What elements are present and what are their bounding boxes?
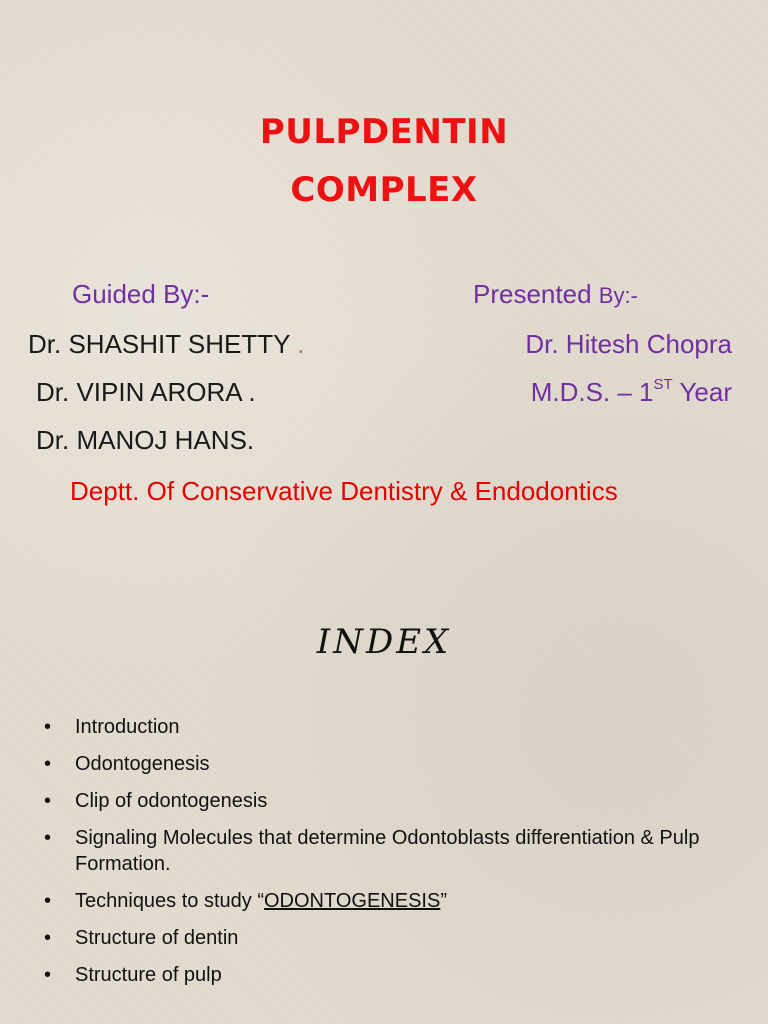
presenter-name: Dr. Hitesh Chopra [525,329,732,359]
list-item-text: Clip of odontogenesis [75,790,268,812]
list-item [44,962,744,988]
presented-by-small: By:- [598,283,638,308]
presenter-degree-sup: ST [653,376,673,393]
presenter-degree-suffix: Year [672,377,732,407]
list-item-text: Introduction [75,716,180,738]
guided-by-heading: Guided By:- [72,279,210,309]
bullet: • [44,753,52,775]
presenter-degree-prefix: M.D.S. – 1 [530,377,654,407]
bullet: • [44,827,52,849]
list-item-text: Odontogenesis [75,753,210,775]
odontogenesis-underlined: ODONTOGENESIS [264,890,441,912]
index-title: INDEX [316,622,452,662]
bullet: • [44,927,52,949]
list-item [44,825,744,877]
guide-name-1-text: Dr. SHASHIT SHETTY [28,329,290,359]
list-item [44,714,744,740]
presenter-degree [531,376,732,408]
bullet: • [44,964,52,986]
presented-by-heading [473,278,638,312]
slide-title-line-1: PULPDENTIN [259,112,509,152]
bullet: • [44,716,52,738]
presented-by-main: Presented [473,279,592,309]
guide-name-1-dot: . [297,329,305,359]
guide-name-1 [28,328,304,360]
list-item [44,925,744,951]
list-item [44,888,744,914]
list-item-text: Structure of dentin [75,927,239,949]
list-item [44,751,744,777]
list-item-text: Structure of pulp [75,964,222,986]
guide-name-2: Dr. VIPIN ARORA . [36,377,256,407]
index-list [44,714,744,999]
slide-title-line-2: COMPLEX [290,170,478,210]
list-item [44,788,744,814]
list-item-text: Signaling Molecules that determine Odontoblasts differentiation & Pulp Formation. [75,827,700,875]
department: Deptt. Of Conservative Dentistry & Endodontics [70,476,618,506]
bullet: • [44,890,52,912]
techniques-close-quote: ” [440,890,447,912]
bullet: • [44,790,52,812]
guide-name-3: Dr. MANOJ HANS. [36,425,255,455]
list-item-text: Techniques to study “ [75,890,264,912]
